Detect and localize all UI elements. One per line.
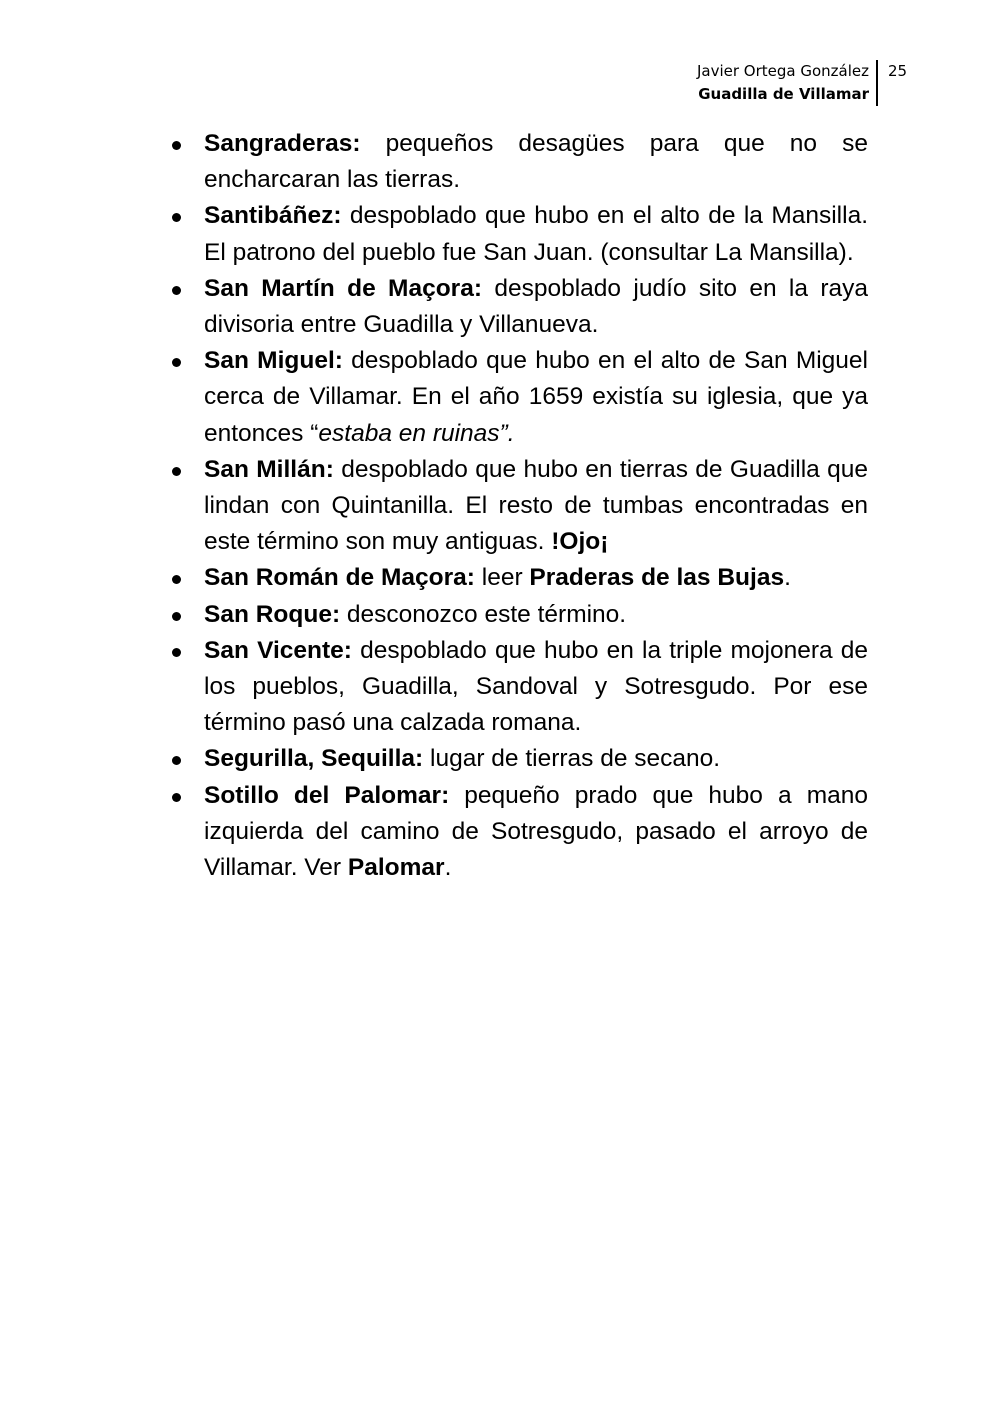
glossary-entry xyxy=(168,126,868,198)
entry-term: San Vicente: xyxy=(204,636,352,664)
entry-text: desconozco este término. xyxy=(340,600,627,628)
entry-quote: estaba en ruinas”. xyxy=(318,419,515,447)
bullet-icon xyxy=(172,467,181,476)
entry-term: Santibáñez: xyxy=(204,202,342,230)
glossary-entry xyxy=(168,633,868,742)
entry-text: lugar de tierras de secano. xyxy=(423,745,721,773)
header-divider xyxy=(876,60,878,106)
entry-term: San Millán: xyxy=(204,455,334,483)
page-number: 25 xyxy=(888,62,908,80)
glossary-entry xyxy=(168,778,868,887)
entry-text: despoblado que hubo en el alto de San Miguel cerca de Villamar. En el año 1659 existía su iglesia, que ya entonces “ xyxy=(204,347,868,447)
glossary-entry xyxy=(168,597,868,633)
bullet-icon xyxy=(172,358,181,367)
entry-text: leer xyxy=(474,564,530,592)
entry-term: Sangraderas: xyxy=(204,130,361,157)
entry-text-end: . xyxy=(444,854,452,882)
entry-text: despoblado que hubo en tierras de Guadilla que lindan con Quintanilla. El resto de tumbas encontradas en este término son muy antiguas. xyxy=(204,455,868,556)
entry-term: San Roque: xyxy=(204,600,341,628)
entry-text: pequeño prado que hubo a mano izquierda del camino de Sotresgudo, pasado el arroyo de Villamar. Ver xyxy=(204,781,868,882)
header-place: Guadilla de Villamar xyxy=(698,85,869,103)
bullet-icon xyxy=(172,756,181,765)
entry-term: San Miguel: xyxy=(204,347,343,375)
glossary-entry xyxy=(168,198,868,270)
glossary-entry xyxy=(168,741,868,777)
glossary-entry xyxy=(168,343,868,452)
entry-text: despoblado judío sito en la raya divisoria entre Guadilla y Villanueva. xyxy=(204,274,868,339)
bullet-icon xyxy=(172,286,181,295)
entry-text: despoblado que hubo en el alto de la Mansilla. El patrono del pueblo fue San Juan. (consultar La Mansilla). xyxy=(204,202,868,266)
bullet-icon xyxy=(172,213,181,222)
entry-text: pequeños desagües para que no se encharcaran las tierras. xyxy=(204,130,868,194)
header-text xyxy=(697,60,869,106)
glossary-entry xyxy=(168,452,868,561)
bullet-icon xyxy=(172,575,181,584)
entry-cross-reference: Praderas de las Bujas xyxy=(529,564,785,592)
entry-term: Sotillo del Palomar: xyxy=(204,781,450,809)
entry-text: despoblado que hubo en la triple mojonera de los pueblos, Guadilla, Sandoval y Sotresgudo. Por ese término pasó una calzada romana. xyxy=(204,636,868,737)
bullet-icon xyxy=(172,648,181,657)
entry-term: San Martín de Maçora: xyxy=(204,274,482,302)
entry-emphasis: !Ojo¡ xyxy=(551,528,609,556)
header-author: Javier Ortega González xyxy=(696,62,869,80)
entry-term: Segurilla, Sequilla: xyxy=(204,745,424,773)
entry-term: San Román de Maçora: xyxy=(204,564,475,592)
glossary-entry xyxy=(168,271,868,343)
entry-text-end: . xyxy=(784,564,791,592)
bullet-icon xyxy=(172,793,181,802)
entry-cross-reference: Palomar xyxy=(347,854,445,882)
bullet-icon xyxy=(172,612,181,621)
running-header xyxy=(0,60,1000,110)
glossary-list xyxy=(168,126,868,886)
glossary-entry xyxy=(168,560,868,596)
bullet-icon xyxy=(172,141,181,150)
